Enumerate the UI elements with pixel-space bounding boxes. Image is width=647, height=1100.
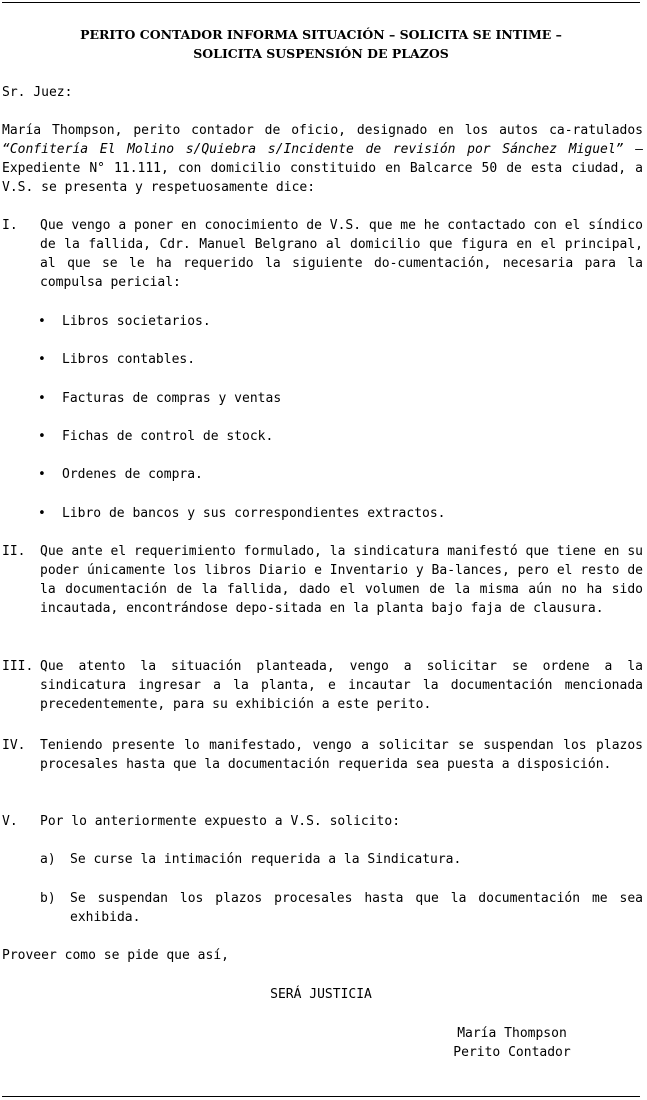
bullet-icon: • (38, 506, 46, 521)
sub-item-label-b: b) (40, 891, 56, 906)
section-text-1: Que vengo a poner en conocimiento de V.S. que me he contactado con el síndico de la fallida, Cdr. Manuel Belgrano al domicilio que figura en el principal, al que se le ha requerido la siguiente do-cumentación, necesaria para la compulsa pericial: (40, 218, 643, 290)
intro-text-b: – Expediente N° 11.111, con domicilio constituido en Balcarce 50 de esta ciudad, a V.S. se presenta y respetuosamente dice: (2, 142, 644, 195)
bullet-icon: • (38, 314, 46, 329)
justice-line: SERÁ JUSTICIA (270, 987, 372, 1002)
document-title (2, 25, 640, 63)
bullet-icon: • (38, 391, 46, 406)
section-number-3: III. (2, 659, 34, 674)
salutation: Sr. Juez: (2, 85, 73, 100)
signature-name: María Thompson (457, 1026, 567, 1041)
sub-item-text-b: Se suspendan los plazos procesales hasta que la documentación me sea exhibida. (70, 891, 643, 925)
intro-text-a: María Thompson, perito contador de oficio, designado en los autos ca-ratulados (2, 123, 643, 138)
closing-line: Proveer como se pide que así, (2, 948, 229, 963)
section-text-4: Teniendo presente lo manifestado, vengo a solicitar se suspendan los plazos procesales hasta que la documentación requerida sea puesta a disposición. (40, 738, 643, 772)
section-text-3: Que atento la situación planteada, vengo a solicitar se ordene a la sindicatura ingresar a la planta, e incautar la documentación mencionada precedentemente, para su exhibición a este perito. (40, 659, 643, 712)
signature-role: Perito Contador (453, 1045, 571, 1060)
bullet-icon: • (38, 352, 46, 367)
intro-paragraph (2, 121, 643, 197)
sub-item-label-a: a) (40, 852, 56, 867)
list-item: Ordenes de compra. (62, 467, 203, 482)
case-title: “Confitería El Molino s/Quiebra s/Incidente de revisión por Sánchez Miguel” (2, 142, 624, 157)
bottom-rule (2, 1096, 640, 1097)
top-rule (2, 2, 640, 3)
section-number-1: I. (2, 218, 18, 233)
section-text-5: Por lo anteriormente expuesto a V.S. solicito: (40, 814, 401, 829)
bullet-icon: • (38, 429, 46, 444)
list-item: Libros contables. (62, 352, 196, 367)
sub-item-text-a: Se curse la intimación requerida a la Sindicatura. (70, 852, 462, 867)
list-item: Libro de bancos y sus correspondientes extractos. (62, 506, 446, 521)
title-line-1: PERITO CONTADOR INFORMA SITUACIÓN – SOLICITA SE INTIME – (80, 27, 562, 42)
list-item: Facturas de compras y ventas (62, 391, 282, 406)
list-item: Fichas de control de stock. (62, 429, 274, 444)
title-line-2: SOLICITA SUSPENSIÓN DE PLAZOS (193, 46, 449, 61)
section-number-5: V. (2, 814, 18, 829)
section-number-2: II. (2, 544, 26, 559)
section-number-4: IV. (2, 738, 26, 753)
bullet-icon: • (38, 467, 46, 482)
list-item: Libros societarios. (62, 314, 211, 329)
section-text-2: Que ante el requerimiento formulado, la sindicatura manifestó que tiene en su poder únicamente los libros Diario e Inventario y Ba-lances, pero el resto de la documentación de la fallida, dado el volumen de la misma aún no ha sido incautada, encontrándose depo-sitada en la planta bajo faja de clausura. (40, 544, 643, 616)
